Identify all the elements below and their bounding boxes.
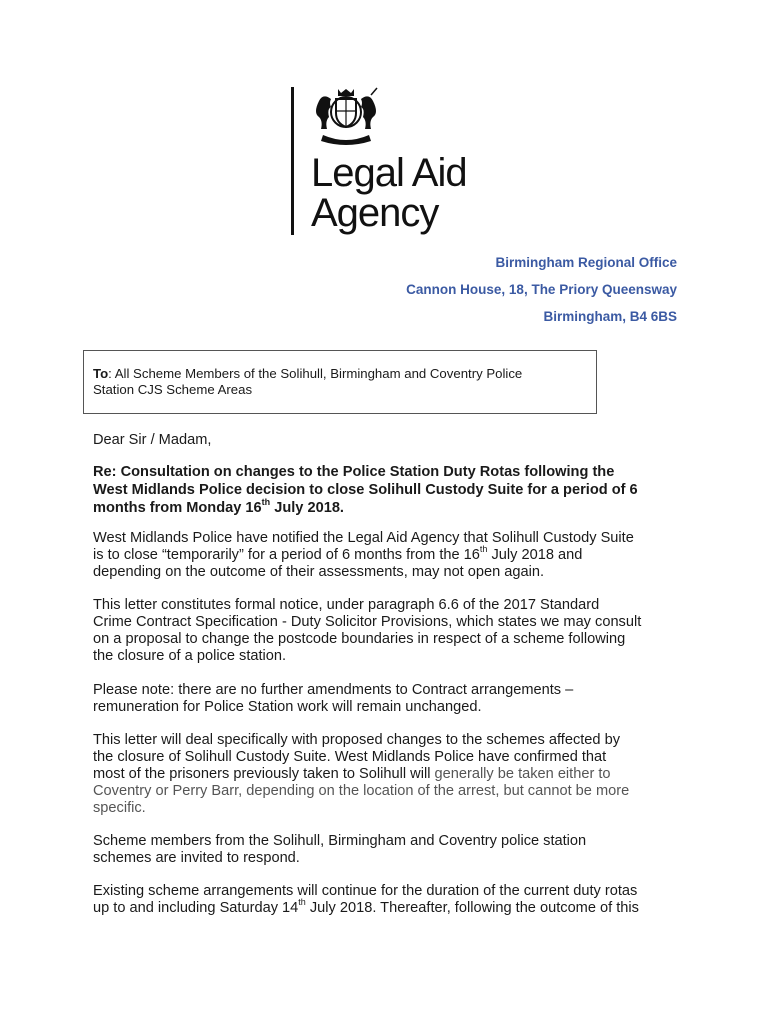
paragraph xyxy=(93,682,683,716)
paragraph xyxy=(93,530,683,581)
subject-text: months from Monday 16 xyxy=(93,500,262,516)
office-address xyxy=(406,255,677,336)
subject-text: July 2018. xyxy=(270,500,344,516)
paragraph xyxy=(93,732,683,817)
paragraph-text: Coventry or Perry Barr, depending on the location of the arrest, but cannot be more xyxy=(93,783,630,799)
ordinal-suffix: th xyxy=(261,497,271,508)
paragraph-text: on a proposal to change the postcode boundaries in respect of a scheme following xyxy=(93,631,626,647)
recipient-text: : All Scheme Members of the Solihull, Birmingham and Coventry Police xyxy=(108,366,523,381)
subject-text: West Midlands Police decision to close Solihull Custody Suite for a period of 6 xyxy=(93,482,638,498)
paragraph-text: is to close “temporarily” for a period of 6 months from the 16 xyxy=(93,547,480,563)
recipient-box xyxy=(83,350,597,414)
paragraph-text: depending on the outcome of their assessments, may not open again. xyxy=(93,564,545,580)
paragraph-text: Please note: there are no further amendments to Contract arrangements – xyxy=(93,682,574,698)
address-line: Birmingham Regional Office xyxy=(495,255,677,270)
paragraph-text: the closure of Solihull Custody Suite. West Midlands Police have confirmed that xyxy=(93,749,607,765)
legal-aid-agency-logo xyxy=(291,87,491,237)
paragraph-text: This letter will deal specifically with proposed changes to the schemes affected by xyxy=(93,732,620,748)
recipient-text: Station CJS Scheme Areas xyxy=(93,382,253,397)
paragraph-text: most of the prisoners previously taken to Solihull will xyxy=(93,766,435,782)
ordinal-suffix: th xyxy=(298,897,306,908)
subject-text: Re: Consultation on changes to the Police Station Duty Rotas following the xyxy=(93,464,615,480)
logo-wordmark-line1: Legal Aid xyxy=(311,151,467,195)
paragraph-text: West Midlands Police have notified the Legal Aid Agency that Solihull Custody Suite xyxy=(93,530,634,546)
subject-line xyxy=(93,463,683,517)
paragraph-text: July 2018. Thereafter, following the outcome of this xyxy=(305,900,639,916)
paragraph-text: the closure of a police station. xyxy=(93,648,287,664)
ordinal-suffix: th xyxy=(479,544,488,555)
paragraph xyxy=(93,883,683,917)
paragraph-text: Crime Contract Specification - Duty Solicitor Provisions, which states we may consult xyxy=(93,614,642,630)
paragraph-text: schemes are invited to respond. xyxy=(93,850,300,866)
logo-wordmark-line2: Agency xyxy=(311,191,439,235)
paragraph-text: specific. xyxy=(93,800,146,816)
royal-coat-of-arms-icon xyxy=(311,87,381,145)
salutation: Dear Sir / Madam, xyxy=(93,432,212,448)
paragraph-text: generally be taken either to xyxy=(434,766,611,782)
paragraph-text: remuneration for Police Station work will remain unchanged. xyxy=(93,699,482,715)
paragraph xyxy=(93,833,683,867)
paragraph-text: July 2018 and xyxy=(487,547,583,563)
paragraph-text: Existing scheme arrangements will continue for the duration of the current duty rotas xyxy=(93,883,638,899)
logo-divider-rule xyxy=(291,87,294,235)
logo-wordmark xyxy=(311,153,467,233)
paragraph xyxy=(93,597,683,665)
address-line: Cannon House, 18, The Priory Queensway xyxy=(406,282,677,297)
paragraph-text: Scheme members from the Solihull, Birmingham and Coventry police station xyxy=(93,833,587,849)
paragraph-text: This letter constitutes formal notice, under paragraph 6.6 of the 2017 Standard xyxy=(93,597,600,613)
paragraph-text: up to and including Saturday 14 xyxy=(93,900,299,916)
recipient-label: To xyxy=(93,366,109,381)
address-line: Birmingham, B4 6BS xyxy=(543,309,677,324)
